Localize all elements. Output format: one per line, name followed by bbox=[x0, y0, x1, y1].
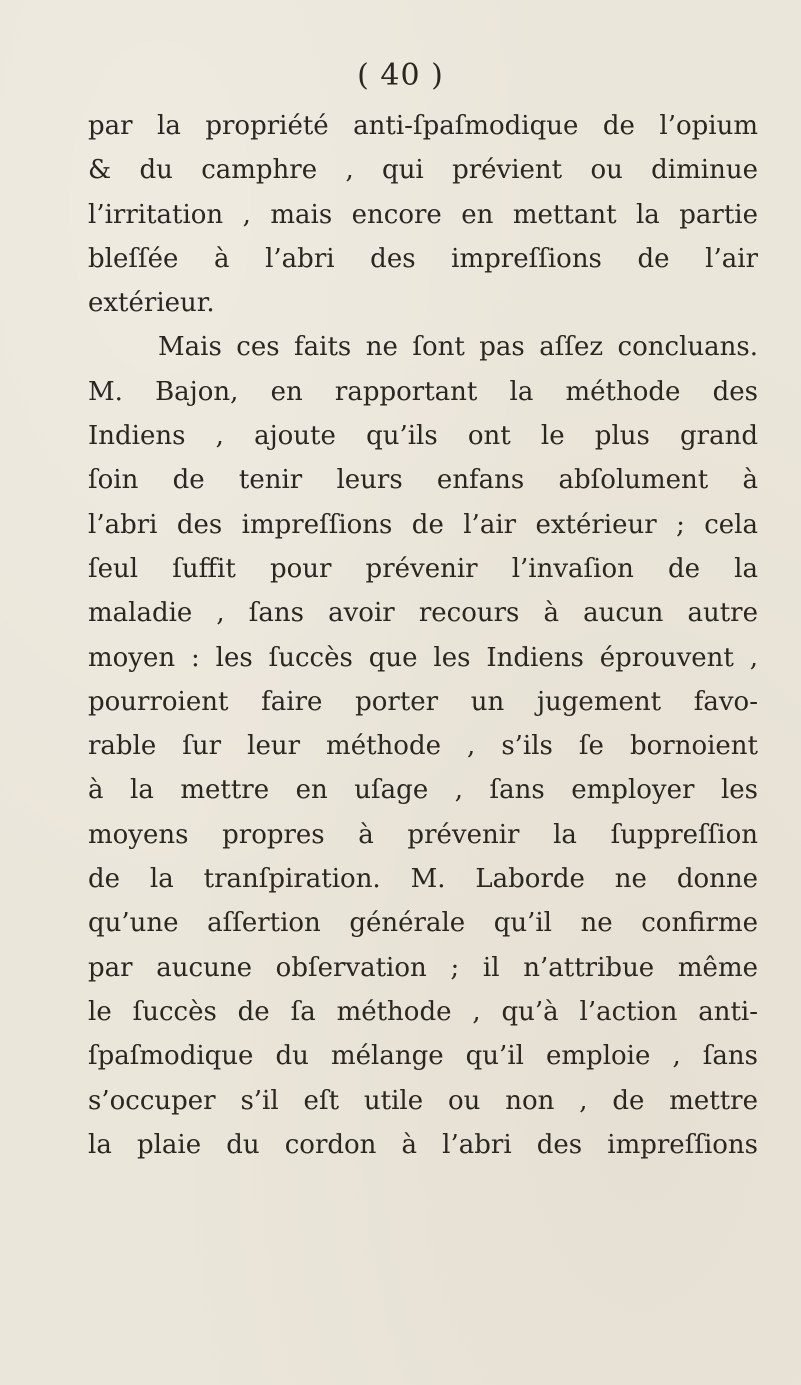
text-line: rable ſur leur méthode , s’ils ſe bornoient bbox=[88, 731, 758, 762]
paragraph-start-line: Mais ces faits ne ſont pas aſſez concluans. bbox=[158, 332, 758, 363]
text-line: par aucune obſervation ; il n’attribue même bbox=[88, 952, 758, 983]
text-line: extérieur. bbox=[88, 288, 215, 319]
page-number: ( 40 ) bbox=[357, 58, 444, 93]
text-line: de la tranſpiration. M. Laborde ne donne bbox=[88, 864, 758, 895]
text-line: à la mettre en uſage , ſans employer les bbox=[88, 775, 758, 806]
text-line: le ſuccès de ſa méthode , qu’à l’action anti- bbox=[88, 996, 758, 1027]
text-line: moyen : les ſuccès que les Indiens éprouvent , bbox=[88, 642, 758, 673]
text-line: pourroient faire porter un jugement favo- bbox=[88, 686, 758, 717]
text-line: la plaie du cordon à l’abri des impreſſions bbox=[88, 1129, 758, 1160]
text-line: s’occuper s’il eſt utile ou non , de mettre bbox=[88, 1085, 758, 1116]
text-line: par la propriété anti-ſpaſmodique de l’opium bbox=[88, 111, 758, 141]
text-line: ſeul ſuffit pour prévenir l’invaſion de la bbox=[88, 553, 758, 584]
text-line: Indiens , ajoute qu’ils ont le plus grand bbox=[88, 421, 758, 452]
text-line: moyens propres à prévenir la ſuppreſſion bbox=[88, 819, 758, 850]
text-line: ſpaſmodique du mélange qu’il emploie , ſans bbox=[88, 1041, 758, 1072]
text-line: l’abri des impreſſions de l’air extérieur ; cela bbox=[88, 509, 758, 540]
text-line: l’irritation , mais encore en mettant la partie bbox=[88, 199, 758, 230]
text-line: maladie , ſans avoir recours à aucun autre bbox=[88, 598, 758, 629]
text-line: & du camphre , qui prévient ou diminue bbox=[88, 155, 758, 186]
text-line: qu’une aſſertion générale qu’il ne confirme bbox=[88, 908, 758, 939]
text-line: bleſſée à l’abri des impreſſions de l’air bbox=[88, 243, 758, 274]
text-line: ſoin de tenir leurs enfans abſolument à bbox=[88, 465, 758, 496]
text-line: M. Bajon, en rapportant la méthode des bbox=[88, 376, 758, 407]
body-text bbox=[88, 104, 758, 1167]
